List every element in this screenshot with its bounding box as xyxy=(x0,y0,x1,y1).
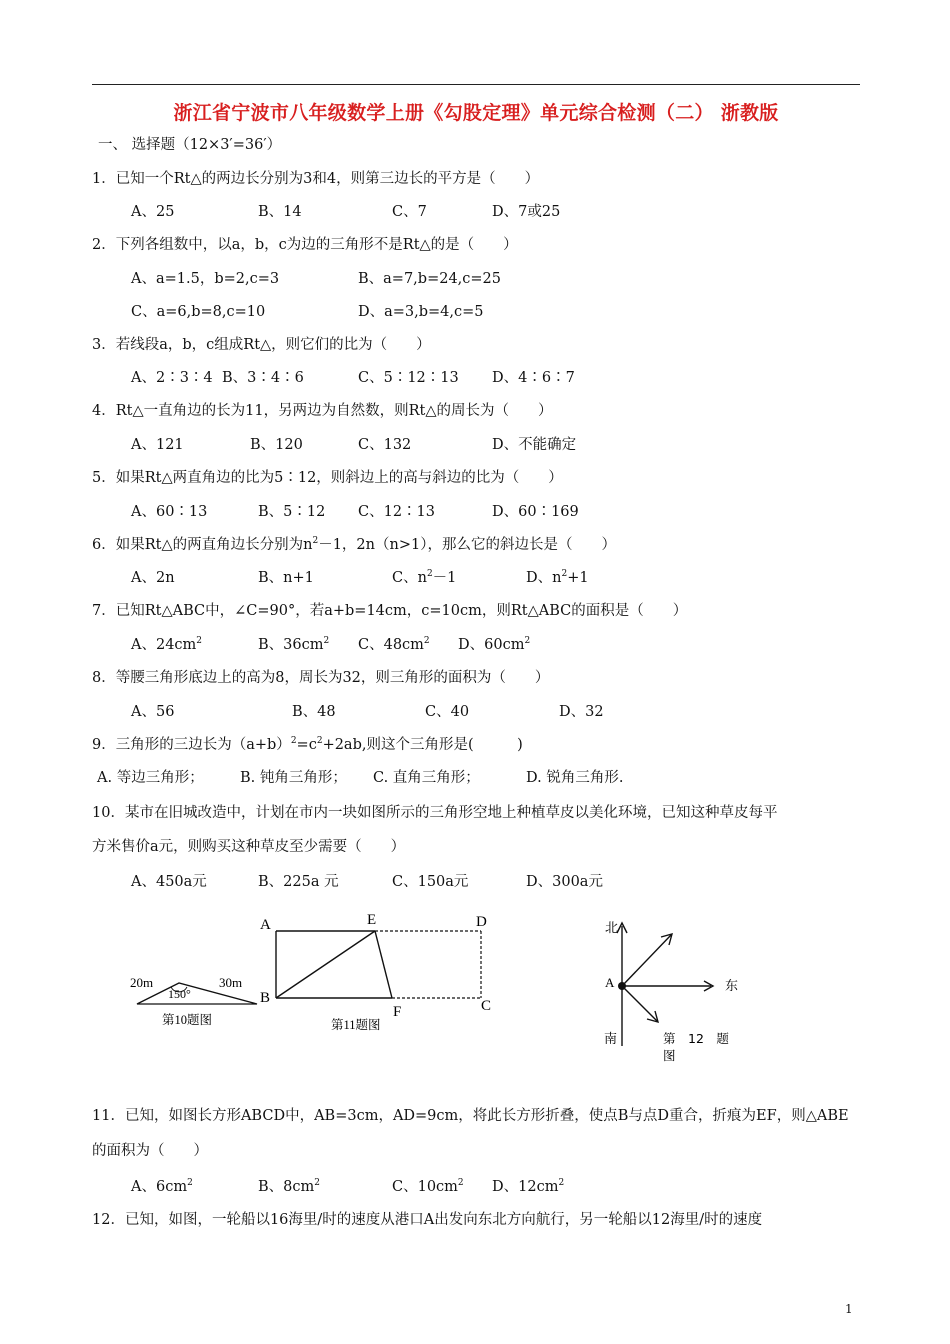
q1-option-c: C、7 xyxy=(392,204,427,220)
q9-option-a: A. 等边三角形； xyxy=(97,770,204,786)
q6-option-b: B、n+1 xyxy=(258,570,314,586)
fig12-label-south: 南 xyxy=(604,1032,618,1047)
fig12-caption-line2: 图 xyxy=(663,1048,676,1063)
figure-11-rectangle xyxy=(255,906,505,1036)
q11-option-d: D、$12cm^2$ xyxy=(492,1178,565,1195)
q11-option-c: C、$10cm^2$ xyxy=(392,1178,464,1195)
q9-option-c: C. 直角三角形； xyxy=(373,770,480,786)
question-8-stem: 8．等腰三角形底边上的高为8，周长为32，则三角形的面积为（ ） xyxy=(92,670,550,686)
q3-option-d: D、4∶6∶7 xyxy=(492,370,575,386)
q6-option-d: D、$n^2+1$ xyxy=(526,569,589,586)
question-5-stem: 5．如果Rt△两直角边的比为5∶12，则斜边上的高与斜边的比为（ ） xyxy=(92,470,563,486)
q5-option-d: D、60∶169 xyxy=(492,504,579,520)
q11-option-b: B、$8cm^2$ xyxy=(258,1178,320,1195)
q7-option-d: D、$60cm^2$ xyxy=(458,636,531,653)
q5-option-a: A、60∶13 xyxy=(131,504,208,520)
q11-option-a: A、$6cm^2$ xyxy=(131,1178,193,1195)
q4-option-b: B、120 xyxy=(250,437,303,453)
fig11-caption: 第11题图 xyxy=(331,1018,381,1032)
fig11-label-c: C xyxy=(481,998,492,1014)
fig10-caption: 第10题图 xyxy=(162,1013,213,1027)
question-11-stem-line2: 的面积为（ ） xyxy=(92,1143,208,1159)
fig12-label-north: 北 xyxy=(605,921,619,936)
question-4-stem: 4．Rt△一直角边的长为11，另两边为自然数，则Rt△的周长为（ ） xyxy=(92,403,553,419)
q2-option-c: C、a=6,b=8,c=10 xyxy=(131,304,266,320)
fig11-fold-ef xyxy=(375,931,392,998)
q8-option-c: C、40 xyxy=(425,704,470,720)
q3-option-c: C、5∶12∶13 xyxy=(358,370,459,386)
page-number: 1 xyxy=(845,1302,853,1316)
q2-option-b: B、a=7,b=24,c=25 xyxy=(358,271,501,287)
fig11-label-a: A xyxy=(260,917,271,933)
page-title: 浙江省宁波市八年级数学上册《勾股定理》单元综合检测（二） 浙教版 xyxy=(173,102,779,124)
q4-option-d: D、不能确定 xyxy=(492,437,577,453)
fig11-label-e: E xyxy=(367,912,377,928)
q6-option-c: C、$n^2-1$ xyxy=(392,569,457,586)
q1-option-d: D、7或25 xyxy=(492,204,561,220)
q1-option-b: B、14 xyxy=(258,204,302,220)
q3-option-b: B、3∶4∶6 xyxy=(222,370,304,386)
q5-option-b: B、5∶12 xyxy=(258,504,326,520)
q9-option-d: D. 锐角三角形. xyxy=(526,770,624,786)
fig11-segment-be xyxy=(276,931,375,998)
question-10-stem-line2: 方米售价a元，则购买这种草皮至少需要（ ） xyxy=(92,839,406,855)
q6-option-a: A、2n xyxy=(131,570,175,586)
question-12-stem-line1: 12．已知，如图，一轮船以16海里/时的速度从港口A出发向东北方向航行，另一轮船以12海里/时的速度 xyxy=(92,1212,763,1228)
q10-option-d: D、300a元 xyxy=(526,874,603,890)
fig12-caption-line1: 第 12 题 xyxy=(663,1031,729,1046)
fig10-label-angle: 150° xyxy=(168,987,191,1001)
q4-option-c: C、132 xyxy=(358,437,412,453)
question-1-stem: 1．已知一个Rt△的两边长分别为3和4，则第三边长的平方是（ ） xyxy=(92,171,540,187)
q9-option-b: B. 钝角三角形； xyxy=(240,770,347,786)
q10-option-a: A、450a元 xyxy=(131,874,207,890)
q8-option-d: D、32 xyxy=(559,704,604,720)
figure-10-triangle xyxy=(125,966,265,1036)
q7-option-c: C、$48cm^2$ xyxy=(358,636,430,653)
fig11-label-b: B xyxy=(260,990,271,1006)
section-heading: 一、 选择题（12×3′=36′） xyxy=(98,137,282,153)
header-rule xyxy=(92,84,860,85)
q10-option-c: C、150a元 xyxy=(392,874,469,890)
q3-option-a: A、2∶3∶4 xyxy=(131,370,213,386)
q4-option-a: A、121 xyxy=(131,437,184,453)
q7-option-b: B、$36cm^2$ xyxy=(258,636,330,653)
figure-12-compass xyxy=(598,912,748,1067)
fig11-label-d: D xyxy=(476,914,487,930)
q2-option-a: A、a=1.5，b=2,c=3 xyxy=(131,271,280,287)
fig10-label-left: 20m xyxy=(130,975,154,990)
fig12-label-a: A xyxy=(605,975,615,990)
q1-option-a: A、25 xyxy=(131,204,175,220)
q5-option-c: C、12∶13 xyxy=(358,504,435,520)
fig10-label-right: 30m xyxy=(219,975,243,990)
question-7-stem: 7．已知Rt△ABC中，∠C=90°，若a+b=14cm，c=10cm，则Rt△ABC的面积是（ ） xyxy=(92,603,688,619)
fig12-port-a-dot xyxy=(618,982,626,990)
q8-option-b: B、48 xyxy=(292,704,336,720)
question-2-stem: 2．下列各组数中，以a，b，c为边的三角形不是Rt△的是（ ） xyxy=(92,237,518,253)
q10-option-b: B、225a 元 xyxy=(258,874,339,890)
question-3-stem: 3．若线段a，b，c组成Rt△，则它们的比为（ ） xyxy=(92,337,431,353)
fig12-northeast-route xyxy=(622,935,671,986)
question-6-stem: 6．如果Rt△的两直角边长分别为$n^2-1$，2n（n>1），那么它的斜边长是（ ） xyxy=(92,536,616,553)
q7-option-a: A、$24cm^2$ xyxy=(131,636,203,653)
q8-option-a: A、56 xyxy=(131,704,175,720)
fig11-label-f: F xyxy=(393,1004,402,1020)
question-10-stem-line1: 10．某市在旧城改造中，计划在市内一块如图所示的三角形空地上种植草皮以美化环境，已知这种草皮每平 xyxy=(92,805,778,821)
fig12-southeast-route xyxy=(622,986,657,1021)
fig12-label-east: 东 xyxy=(725,979,739,994)
question-11-stem-line1: 11．已知，如图长方形ABCD中，AB=3cm，AD=9cm，将此长方形折叠，使点B与点D重合，折痕为EF，则△ABE xyxy=(92,1108,849,1124)
question-9-stem: 9．三角形的三边长为$(a+b)^2=c^2+2ab$,则这个三角形是( ) xyxy=(92,736,523,753)
q2-option-d: D、a=3,b=4,c=5 xyxy=(358,304,484,320)
